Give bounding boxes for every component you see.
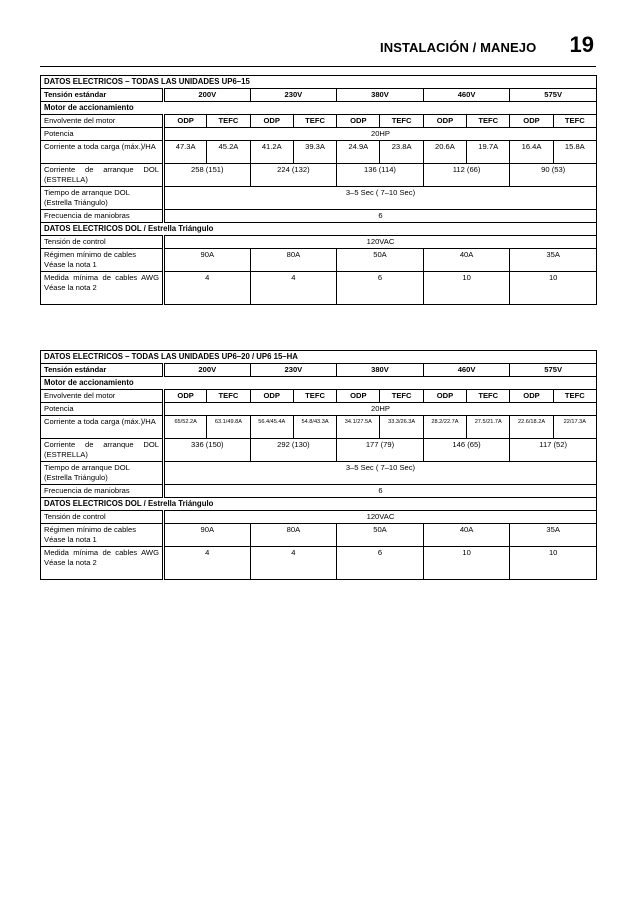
- page-number: 19: [569, 32, 594, 57]
- drive-motor-label: Motor de accionamiento: [41, 102, 597, 115]
- control-voltage-label: Tensión de control: [41, 511, 164, 524]
- enclosure-cell: ODP: [423, 115, 466, 128]
- cable-rating-cell: 40A: [423, 249, 510, 272]
- cable-rating-cell: 50A: [337, 524, 424, 547]
- dol-start-label: Corriente de arranque DOL (ESTRELLA): [41, 439, 164, 462]
- voltage-label: Tensión estándar: [41, 364, 164, 377]
- enclosure-cell: ODP: [337, 390, 380, 403]
- cable-rating-label: Régimen mínimo de cables Véase la nota 1: [41, 524, 164, 547]
- dol-time-value: 3–5 Sec ( 7–10 Sec): [164, 462, 597, 485]
- table-row: [41, 210, 597, 223]
- table-row: [41, 128, 597, 141]
- cable-size-cell: 10: [423, 272, 510, 305]
- full-load-cell: 28.2/22.7A: [423, 416, 466, 439]
- full-load-cell: 19.7A: [467, 141, 510, 164]
- full-load-cell: 33.3/26.3A: [380, 416, 423, 439]
- dol-time-label: Tiempo de arranque DOL (Estrella Triángulo): [41, 462, 164, 485]
- section-title: DATOS ELECTRICOS – TODAS LAS UNIDADES UP6–20 / UP6 15–HA: [41, 351, 597, 364]
- control-voltage-value: 120VAC: [164, 511, 597, 524]
- table-row: [41, 187, 597, 210]
- enclosure-cell: ODP: [423, 390, 466, 403]
- enclosure-cell: ODP: [164, 115, 207, 128]
- full-load-cell: 23.8A: [380, 141, 423, 164]
- cable-size-cell: 10: [423, 547, 510, 580]
- page-header: [40, 30, 596, 67]
- cable-size-cell: 6: [337, 272, 424, 305]
- table-row: [41, 498, 597, 511]
- enclosure-cell: ODP: [510, 115, 553, 128]
- enclosure-cell: ODP: [250, 115, 293, 128]
- full-load-cell: 47.3A: [164, 141, 207, 164]
- full-load-cell: 16.4A: [510, 141, 553, 164]
- table-row: [41, 390, 597, 403]
- table-row: [41, 364, 597, 377]
- enclosure-cell: TEFC: [207, 115, 250, 128]
- dol-start-cell: 336 (150): [164, 439, 251, 462]
- control-voltage-value: 120VAC: [164, 236, 597, 249]
- cable-size-cell: 10: [510, 547, 597, 580]
- voltage-header: 200V: [164, 364, 251, 377]
- drive-motor-label: Motor de accionamiento: [41, 377, 597, 390]
- dol-start-cell: 292 (130): [250, 439, 337, 462]
- table-row: [41, 439, 597, 462]
- voltage-header: 230V: [250, 89, 337, 102]
- dol-start-cell: 177 (79): [337, 439, 424, 462]
- frequency-value: 6: [164, 485, 597, 498]
- full-load-cell: 34.1/27.5A: [337, 416, 380, 439]
- table-row: [41, 524, 597, 547]
- enclosure-cell: TEFC: [207, 390, 250, 403]
- table-row: [41, 115, 597, 128]
- table-row: [41, 89, 597, 102]
- dol-start-cell: 112 (66): [423, 164, 510, 187]
- enclosure-cell: TEFC: [467, 115, 510, 128]
- enclosure-cell: TEFC: [293, 115, 336, 128]
- dol-time-label: Tiempo de arranque DOL (Estrella Triángulo): [41, 187, 164, 210]
- dol-start-cell: 90 (53): [510, 164, 597, 187]
- table-row: [41, 403, 597, 416]
- enclosure-cell: TEFC: [553, 115, 596, 128]
- cable-size-label: Medida mínima de cables AWG Véase la nota 2: [41, 547, 164, 580]
- cable-rating-cell: 90A: [164, 524, 251, 547]
- voltage-header: 575V: [510, 89, 597, 102]
- frequency-label: Frecuencia de maniobras: [41, 210, 164, 223]
- power-value: 20HP: [164, 403, 597, 416]
- electrical-data-table: [40, 350, 597, 580]
- cable-size-cell: 4: [164, 272, 251, 305]
- cable-size-cell: 4: [164, 547, 251, 580]
- full-load-cell: 54.8/43.3A: [293, 416, 336, 439]
- control-voltage-label: Tensión de control: [41, 236, 164, 249]
- voltage-header: 575V: [510, 364, 597, 377]
- power-value: 20HP: [164, 128, 597, 141]
- cable-rating-cell: 80A: [250, 524, 337, 547]
- table-row: [41, 249, 597, 272]
- voltage-label: Tensión estándar: [41, 89, 164, 102]
- dol-start-cell: 224 (132): [250, 164, 337, 187]
- table-row: [41, 236, 597, 249]
- table-row: [41, 462, 597, 485]
- cable-rating-label: Régimen mínimo de cables Véase la nota 1: [41, 249, 164, 272]
- full-load-cell: 22/17.3A: [553, 416, 596, 439]
- enclosure-cell: ODP: [164, 390, 207, 403]
- voltage-header: 460V: [423, 89, 510, 102]
- frequency-label: Frecuencia de maniobras: [41, 485, 164, 498]
- full-load-cell: 24.9A: [337, 141, 380, 164]
- cable-rating-cell: 90A: [164, 249, 251, 272]
- full-load-cell: 15.8A: [553, 141, 596, 164]
- table-row: [41, 272, 597, 305]
- enclosure-cell: ODP: [337, 115, 380, 128]
- enclosure-cell: ODP: [250, 390, 293, 403]
- dol-start-cell: 117 (52): [510, 439, 597, 462]
- frequency-value: 6: [164, 210, 597, 223]
- electrical-data-table: [40, 75, 597, 305]
- table-row: [41, 416, 597, 439]
- table-row: [41, 377, 597, 390]
- enclosure-cell: TEFC: [380, 115, 423, 128]
- cable-rating-cell: 35A: [510, 524, 597, 547]
- cable-size-cell: 6: [337, 547, 424, 580]
- cable-rating-cell: 50A: [337, 249, 424, 272]
- dol-start-label: Corriente de arranque DOL (ESTRELLA): [41, 164, 164, 187]
- full-load-cell: 45.2A: [207, 141, 250, 164]
- cable-size-cell: 4: [250, 272, 337, 305]
- enclosure-label: Envolvente del motor: [41, 115, 164, 128]
- cable-size-cell: 4: [250, 547, 337, 580]
- section-title: DATOS ELECTRICOS – TODAS LAS UNIDADES UP6–15: [41, 76, 597, 89]
- table-row: [41, 351, 597, 364]
- full-load-cell: 65/52.2A: [164, 416, 207, 439]
- table-row: [41, 164, 597, 187]
- dol-start-cell: 146 (65): [423, 439, 510, 462]
- power-label: Potencia: [41, 128, 164, 141]
- table-row: [41, 485, 597, 498]
- voltage-header: 460V: [423, 364, 510, 377]
- full-load-cell: 41.2A: [250, 141, 293, 164]
- table-row: [41, 141, 597, 164]
- full-load-cell: 56.4/45.4A: [250, 416, 293, 439]
- enclosure-label: Envolvente del motor: [41, 390, 164, 403]
- dol-section-label: DATOS ELECTRICOS DOL / Estrella Triángulo: [41, 223, 597, 236]
- dol-time-value: 3–5 Sec ( 7–10 Sec): [164, 187, 597, 210]
- cable-size-label: Medida mínima de cables AWG Véase la nota 2: [41, 272, 164, 305]
- table-row: [41, 102, 597, 115]
- table-row: [41, 547, 597, 580]
- cable-rating-cell: 35A: [510, 249, 597, 272]
- dol-start-cell: 136 (114): [337, 164, 424, 187]
- table-row: [41, 511, 597, 524]
- table-row: [41, 76, 597, 89]
- voltage-header: 230V: [250, 364, 337, 377]
- enclosure-cell: ODP: [510, 390, 553, 403]
- full-load-cell: 22.6/18.2A: [510, 416, 553, 439]
- full-load-label: Corriente a toda carga (máx.)/HA: [41, 416, 164, 439]
- dol-section-label: DATOS ELECTRICOS DOL / Estrella Triángulo: [41, 498, 597, 511]
- enclosure-cell: TEFC: [553, 390, 596, 403]
- full-load-label: Corriente a toda carga (máx.)/HA: [41, 141, 164, 164]
- power-label: Potencia: [41, 403, 164, 416]
- dol-start-cell: 258 (151): [164, 164, 251, 187]
- cable-rating-cell: 40A: [423, 524, 510, 547]
- enclosure-cell: TEFC: [293, 390, 336, 403]
- voltage-header: 200V: [164, 89, 251, 102]
- full-load-cell: 27.5/21.7A: [467, 416, 510, 439]
- cable-rating-cell: 80A: [250, 249, 337, 272]
- page-title: INSTALACIÓN / MANEJO: [380, 40, 537, 55]
- table-row: [41, 223, 597, 236]
- enclosure-cell: TEFC: [467, 390, 510, 403]
- full-load-cell: 20.6A: [423, 141, 466, 164]
- full-load-cell: 63.1/49.8A: [207, 416, 250, 439]
- cable-size-cell: 10: [510, 272, 597, 305]
- voltage-header: 380V: [337, 89, 424, 102]
- full-load-cell: 39.3A: [293, 141, 336, 164]
- voltage-header: 380V: [337, 364, 424, 377]
- enclosure-cell: TEFC: [380, 390, 423, 403]
